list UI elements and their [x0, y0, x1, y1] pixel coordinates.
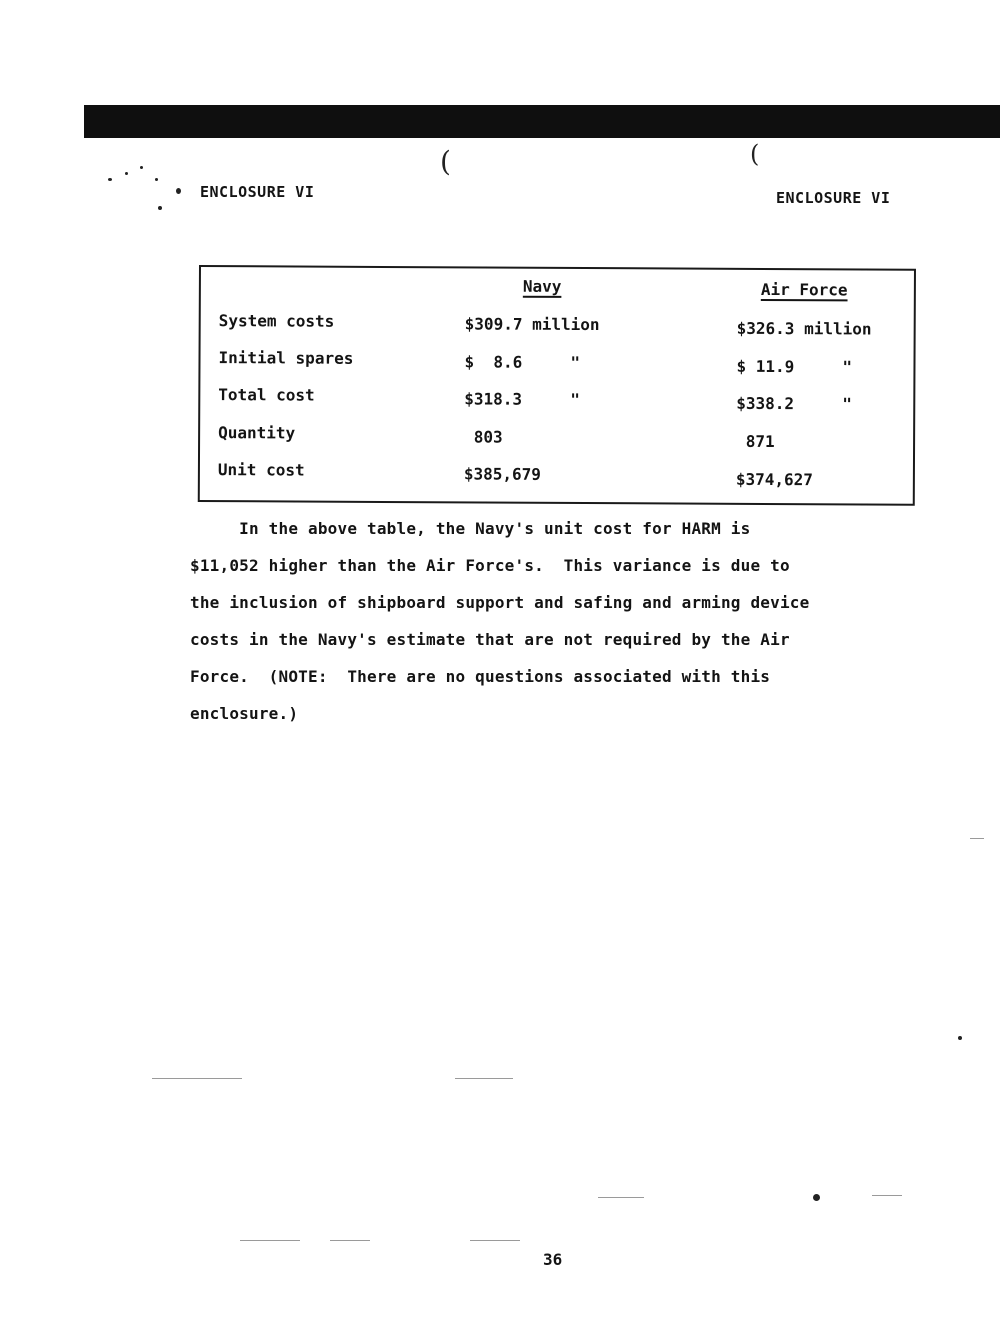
scan-speck: [125, 172, 128, 175]
cost-comparison-table: [198, 265, 916, 506]
paragraph-line: $11,052 higher than the Air Force's. This variance is due to: [190, 556, 790, 575]
row-label: System costs: [218, 311, 335, 331]
scan-speck: [140, 166, 143, 169]
paragraph-line: In the above table, the Navy's unit cost for HARM is: [190, 519, 751, 538]
paragraph-line: costs in the Navy's estimate that are not required by the Air: [190, 630, 790, 649]
explanation-paragraph: [190, 510, 910, 732]
punch-mark-left: (: [440, 145, 451, 178]
scan-speck: [108, 178, 112, 181]
scan-artifact-line: [970, 838, 984, 839]
scan-speck: [158, 206, 162, 210]
row-label: Initial spares: [218, 348, 354, 368]
paragraph-line: enclosure.): [190, 704, 299, 723]
punch-mark-right: (: [750, 140, 760, 168]
column-header-navy: Navy: [522, 276, 562, 296]
scan-speck: [155, 178, 158, 181]
scan-artifact-line: [152, 1078, 242, 1079]
row-label: Unit cost: [217, 460, 305, 480]
navy-value: 803: [464, 427, 503, 447]
row-label: Quantity: [218, 423, 296, 443]
scan-speck: [958, 1036, 962, 1040]
navy-value: $ 8.6 ": [464, 352, 581, 372]
air-force-value: $374,627: [735, 469, 813, 490]
paragraph-line: the inclusion of shipboard support and safing and arming device: [190, 593, 810, 612]
enclosure-label-left: ENCLOSURE VI: [200, 183, 315, 201]
navy-value: $309.7 million: [464, 314, 600, 335]
column-header-air-force: Air Force: [760, 279, 848, 300]
air-force-value: 871: [736, 431, 775, 452]
scan-artifact-line: [470, 1240, 520, 1241]
scan-speck: [813, 1194, 820, 1201]
scan-artifact-line: [455, 1078, 513, 1079]
navy-value: $385,679: [463, 464, 542, 484]
scan-artifact-line: [598, 1197, 644, 1198]
top-black-bar: [84, 105, 1000, 138]
air-force-value: $ 11.9 ": [736, 356, 853, 377]
scan-artifact-line: [872, 1195, 902, 1196]
paragraph-line: Force. (NOTE: There are no questions associated with this: [190, 667, 771, 686]
scan-artifact-line: [330, 1240, 370, 1241]
air-force-value: $326.3 million: [736, 318, 872, 339]
page-number: 36: [543, 1250, 563, 1269]
air-force-value: $338.2 ": [736, 393, 852, 414]
navy-value: $318.3 ": [464, 389, 580, 409]
scan-artifact-line: [240, 1240, 300, 1241]
enclosure-label-right: ENCLOSURE VI: [776, 189, 891, 207]
row-label: Total cost: [218, 385, 315, 405]
scan-speck: [176, 188, 181, 194]
